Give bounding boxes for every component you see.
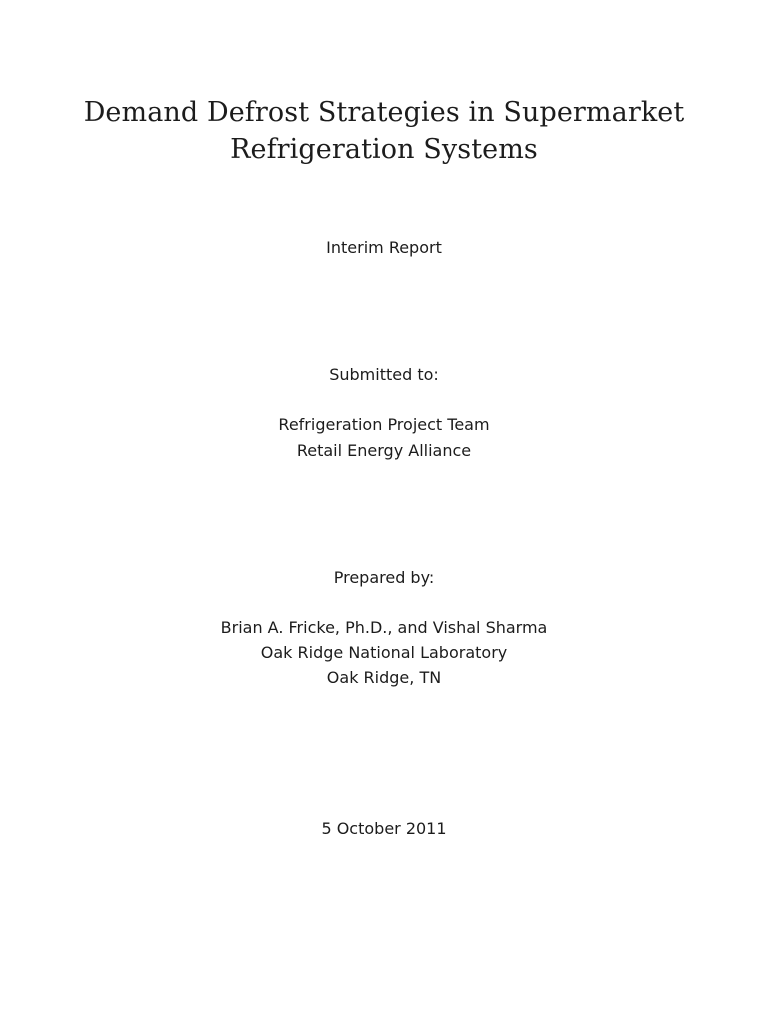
authors: Brian A. Fricke, Ph.D., and Vishal Sharma [220,618,548,637]
author-institution: Oak Ridge National Laboratory [260,643,508,662]
author-location: Oak Ridge, TN [326,668,442,687]
report-date: 5 October 2011 [321,819,447,838]
submitted-to-heading: Submitted to: [329,365,439,384]
report-type: Interim Report [326,238,442,257]
report-title-line-2: Refrigeration Systems [230,134,538,165]
report-title-line-1: Demand Defrost Strategies in Supermarket [83,97,685,128]
recipient-organization: Retail Energy Alliance [296,441,472,460]
prepared-by-heading: Prepared by: [333,568,435,587]
recipient-team: Refrigeration Project Team [278,415,490,434]
